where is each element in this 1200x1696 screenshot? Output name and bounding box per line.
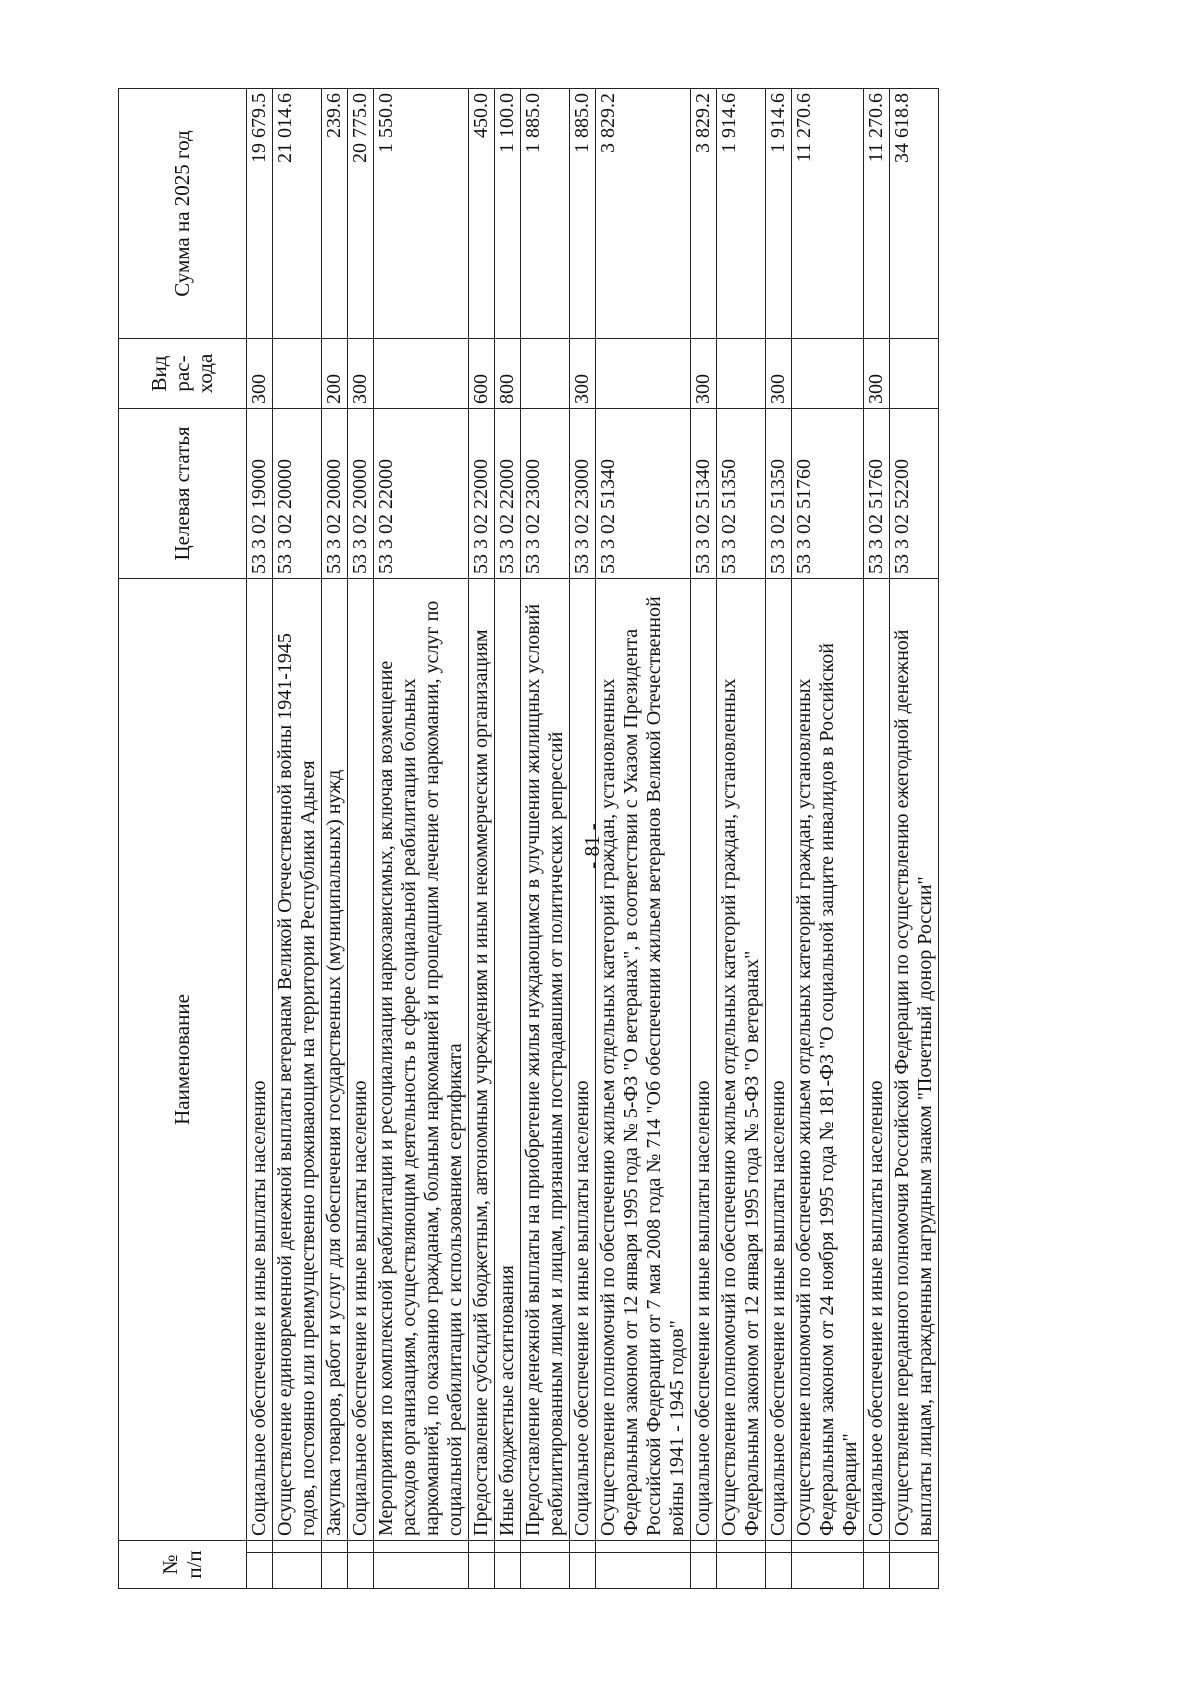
row-num-cell <box>691 1553 717 1589</box>
row-sum: 1 914.6 <box>766 88 792 338</box>
row-name: Осуществление полномочий по обеспечению жильем отдельных категорий граждан, установленных Федеральным законом от 12 января 1995 года № 5-ФЗ "О ветеранах" <box>717 578 766 1540</box>
row-type <box>890 338 939 408</box>
row-sum: 3 829.2 <box>596 88 691 338</box>
row-name: Закупка товаров, работ и услуг для обеспечения государственных (муниципальных) нужд <box>322 578 348 1540</box>
row-sub-cell <box>890 1540 939 1552</box>
row-type <box>792 338 864 408</box>
row-type: 300 <box>691 338 717 408</box>
row-sum: 1 550.0 <box>374 88 469 338</box>
row-num-cell <box>521 1553 570 1589</box>
row-sum: 34 618.8 <box>890 88 939 338</box>
row-name: Социальное обеспечение и иные выплаты населению <box>247 578 273 1540</box>
row-type: 300 <box>766 338 792 408</box>
row-name: Осуществление полномочий по обеспечению жильем отдельных категорий граждан, установленных Федеральным законом от 12 января 1995 года № 5-ФЗ "О ветеранах", в соответствии с Указом Президента Российской Федерации от 7 мая 2008 года № 714 "Об обеспечении жильем ветеранов Великой Отечественной войны 1941 - 1945 годов" <box>596 578 691 1540</box>
row-sum: 20 775.0 <box>348 88 374 338</box>
table-row <box>495 88 521 1588</box>
row-num-cell <box>495 1553 521 1589</box>
row-code: 53 3 02 20000 <box>322 408 348 578</box>
row-name: Осуществление полномочий по обеспечению жильем отдельных категорий граждан, установленных Федеральным законом от 24 ноября 1995 года № 181-ФЗ "О социальной защите инвалидов в Российской Федерации" <box>792 578 864 1540</box>
table-row <box>792 88 864 1588</box>
table-row <box>596 88 691 1588</box>
row-num-cell <box>570 1553 596 1589</box>
row-name: Социальное обеспечение и иные выплаты населению <box>348 578 374 1540</box>
row-code: 53 3 02 19000 <box>247 408 273 578</box>
table-row <box>717 88 766 1588</box>
row-num-cell <box>273 1553 322 1589</box>
row-sub-cell <box>348 1540 374 1552</box>
row-sum: 21 014.6 <box>273 88 322 338</box>
row-type: 300 <box>247 338 273 408</box>
header-num: № п/п <box>119 1540 247 1588</box>
row-sub-cell <box>495 1540 521 1552</box>
row-code: 53 3 02 51340 <box>691 408 717 578</box>
row-sub-cell <box>374 1540 469 1552</box>
row-sum: 3 829.2 <box>691 88 717 338</box>
row-type: 200 <box>322 338 348 408</box>
row-name: Осуществление переданного полномочия Российской Федерации по осуществлению ежегодной денежной выплаты лицам, награжденным нагрудным знаком "Почетный донор России" <box>890 578 939 1540</box>
row-code: 53 3 02 22000 <box>469 408 495 578</box>
row-sum: 1 885.0 <box>521 88 570 338</box>
row-code: 53 3 02 22000 <box>374 408 469 578</box>
row-sum: 1 914.6 <box>717 88 766 338</box>
row-code: 53 3 02 23000 <box>570 408 596 578</box>
row-sub-cell <box>469 1540 495 1552</box>
row-sub-cell <box>766 1540 792 1552</box>
row-type: 300 <box>570 338 596 408</box>
row-name: Социальное обеспечение и иные выплаты населению <box>570 578 596 1540</box>
row-type <box>717 338 766 408</box>
row-type <box>521 338 570 408</box>
row-type <box>596 338 691 408</box>
row-sub-cell <box>521 1540 570 1552</box>
row-code: 53 3 02 51760 <box>792 408 864 578</box>
row-sub-cell <box>691 1540 717 1552</box>
row-sub-cell <box>792 1540 864 1552</box>
row-sum: 450.0 <box>469 88 495 338</box>
row-code: 53 3 02 51350 <box>717 408 766 578</box>
row-type: 800 <box>495 338 521 408</box>
row-sum: 11 270.6 <box>864 88 890 338</box>
table-row <box>691 88 717 1588</box>
row-sum: 239.6 <box>322 88 348 338</box>
table-row <box>348 88 374 1588</box>
rotated-page-content <box>118 89 1200 1579</box>
row-code: 53 3 02 51760 <box>864 408 890 578</box>
header-type: Вид рас-хода <box>119 338 247 408</box>
row-name: Социальное обеспечение и иные выплаты населению <box>864 578 890 1540</box>
row-name: Осуществление единовременной денежной выплаты ветеранам Великой Отечественной войны 1941-1945 годов, постоянно или преимущественно проживающим на территории Республики Адыгея <box>273 578 322 1540</box>
row-code: 53 3 02 51350 <box>766 408 792 578</box>
rotated-table-wrapper <box>118 89 1108 1589</box>
row-code: 53 3 02 52200 <box>890 408 939 578</box>
table-row <box>890 88 939 1588</box>
row-sub-cell <box>273 1540 322 1552</box>
table-row <box>247 88 273 1588</box>
row-num-cell <box>247 1553 273 1589</box>
row-num-cell <box>864 1553 890 1589</box>
table-row <box>273 88 322 1588</box>
row-sum: 1 100.0 <box>495 88 521 338</box>
header-sum: Сумма на 2025 год <box>119 88 247 338</box>
row-type <box>374 338 469 408</box>
row-sub-cell <box>596 1540 691 1552</box>
row-num-cell <box>766 1553 792 1589</box>
table-row <box>766 88 792 1588</box>
row-name: Социальное обеспечение и иные выплаты населению <box>766 578 792 1540</box>
row-name: Предоставление субсидий бюджетным, автономным учреждениям и иным некоммерческим организациям <box>469 578 495 1540</box>
row-sub-cell <box>322 1540 348 1552</box>
table-header-row <box>119 88 247 1588</box>
row-num-cell <box>717 1553 766 1589</box>
table-row <box>322 88 348 1588</box>
row-code: 53 3 02 20000 <box>273 408 322 578</box>
table-body <box>247 88 939 1588</box>
row-sub-cell <box>717 1540 766 1552</box>
row-num-cell <box>792 1553 864 1589</box>
row-type: 300 <box>348 338 374 408</box>
budget-table <box>118 88 939 1589</box>
table-row <box>469 88 495 1588</box>
row-num-cell <box>890 1553 939 1589</box>
row-type: 300 <box>864 338 890 408</box>
row-name: Предоставление денежной выплаты на приобретение жилья нуждающимся в улучшении жилищных условий реабилитированным лицам и лицам, признанным пострадавшими от политических репрессий <box>521 578 570 1540</box>
row-code: 53 3 02 22000 <box>495 408 521 578</box>
row-code: 53 3 02 20000 <box>348 408 374 578</box>
table-row <box>374 88 469 1588</box>
row-code: 53 3 02 23000 <box>521 408 570 578</box>
row-name: Иные бюджетные ассигнования <box>495 578 521 1540</box>
header-name: Наименование <box>119 578 247 1540</box>
table-row <box>864 88 890 1588</box>
row-code: 53 3 02 51340 <box>596 408 691 578</box>
row-num-cell <box>374 1553 469 1589</box>
row-name: Мероприятия по комплексной реабилитации и ресоциализации наркозависимых, включая возмещение расходов организациям, осуществляющим деятельность в сфере социальной реабилитации больных наркоманией, по оказанию гражданам, больным наркоманией и прошедшим лечение от наркомании, услуг по социальной реабилитации с использованием сертификата <box>374 578 469 1540</box>
row-sum: 1 885.0 <box>570 88 596 338</box>
row-sum: 11 270.6 <box>792 88 864 338</box>
row-num-cell <box>596 1553 691 1589</box>
table-row <box>521 88 570 1588</box>
table-row <box>570 88 596 1588</box>
row-sub-cell <box>864 1540 890 1552</box>
row-type: 600 <box>469 338 495 408</box>
header-code: Целевая статья <box>119 408 247 578</box>
row-num-cell <box>348 1553 374 1589</box>
row-sub-cell <box>570 1540 596 1552</box>
row-num-cell <box>469 1553 495 1589</box>
row-sum: 19 679.5 <box>247 88 273 338</box>
row-sub-cell <box>247 1540 273 1552</box>
row-num-cell <box>322 1553 348 1589</box>
page-number: - 81 - <box>580 823 604 869</box>
row-name: Социальное обеспечение и иные выплаты населению <box>691 578 717 1540</box>
row-type <box>273 338 322 408</box>
